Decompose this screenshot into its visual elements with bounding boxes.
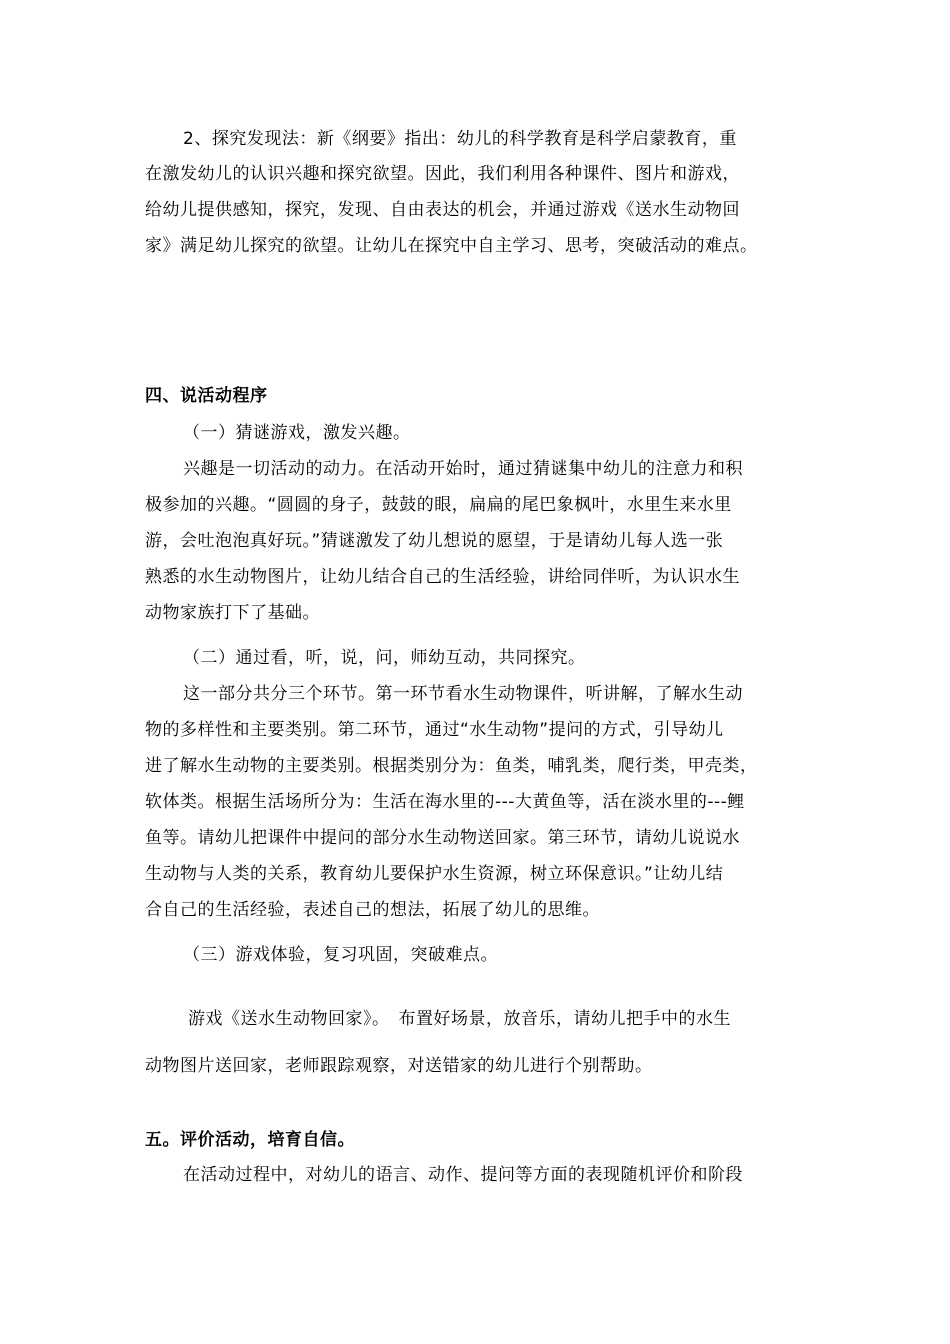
subheading-three: （三）游戏体验，复习巩固，突破难点。 [183,945,498,965]
subheading-two: （二）通过看，听，说，问，师幼互动，共同探究。 [183,648,586,668]
paragraph-line: 生动物与人类的关系，教育幼儿要保护水生资源，树立环保意识。”让幼儿结 [145,864,724,884]
paragraph-line: 合自己的生活经验，表述自己的想法，拓展了幼儿的思维。 [145,900,600,920]
paragraph-line: 软体类。根据生活场所分为：生活在海水里的---大黄鱼等，活在淡水里的---鲤 [145,792,745,812]
paragraph-line: 极参加的兴趣。“圆圆的身子，鼓鼓的眼，扁扁的尾巴象枫叶，水里生来水里 [145,495,732,515]
paragraph-line: 动物家族打下了基础。 [145,603,320,623]
paragraph-line: 游戏《送水生动物回家》。 布置好场景，放音乐，请幼儿把手中的水生 [188,1009,731,1029]
paragraph-line: 家》满足幼儿探究的欲望。让幼儿在探究中自主学习、思考，突破活动的难点。 [145,236,758,256]
paragraph-line: 兴趣是一切活动的动力。在活动开始时，通过猜谜集中幼儿的注意力和积 [183,459,743,479]
paragraph-line: 熟悉的水生动物图片，让幼儿结合自己的生活经验，讲给同伴听，为认识水生 [145,567,740,587]
paragraph-line: 2、探究发现法：新《纲要》指出：幼儿的科学教育是科学启蒙教育，重 [183,129,737,149]
paragraph-line: 游，会吐泡泡真好玩。”猜谜激发了幼儿想说的愿望，于是请幼儿每人选一张 [145,531,724,551]
section-heading-five: 五。评价活动，培育自信。 [145,1130,355,1150]
subheading-one: （一）猜谜游戏，激发兴趣。 [183,423,411,443]
paragraph-line: 在激发幼儿的认识兴趣和探究欲望。因此，我们利用各种课件、图片和游戏， [145,164,740,184]
paragraph-line: 鱼等。请幼儿把课件中提问的部分水生动物送回家。第三环节，请幼儿说说水 [145,828,740,848]
paragraph-line: 这一部分共分三个环节。第一环节看水生动物课件，听讲解，了解水生动 [183,684,743,704]
paragraph-line: 进了解水生动物的主要类别。根据类别分为：鱼类，哺乳类，爬行类，甲壳类， [145,756,758,776]
paragraph-line: 给幼儿提供感知，探究，发现、自由表达的机会，并通过游戏《送水生动物回 [145,200,740,220]
section-heading-four: 四、说活动程序 [145,386,268,406]
paragraph-line: 在活动过程中，对幼儿的语言、动作、提问等方面的表现随机评价和阶段 [183,1165,743,1185]
paragraph-line: 动物图片送回家，老师跟踪观察，对送错家的幼儿进行个别帮助。 [145,1056,653,1076]
paragraph-line: 物的多样性和主要类别。第二环节，通过“水生动物”提问的方式，引导幼儿 [145,720,724,740]
